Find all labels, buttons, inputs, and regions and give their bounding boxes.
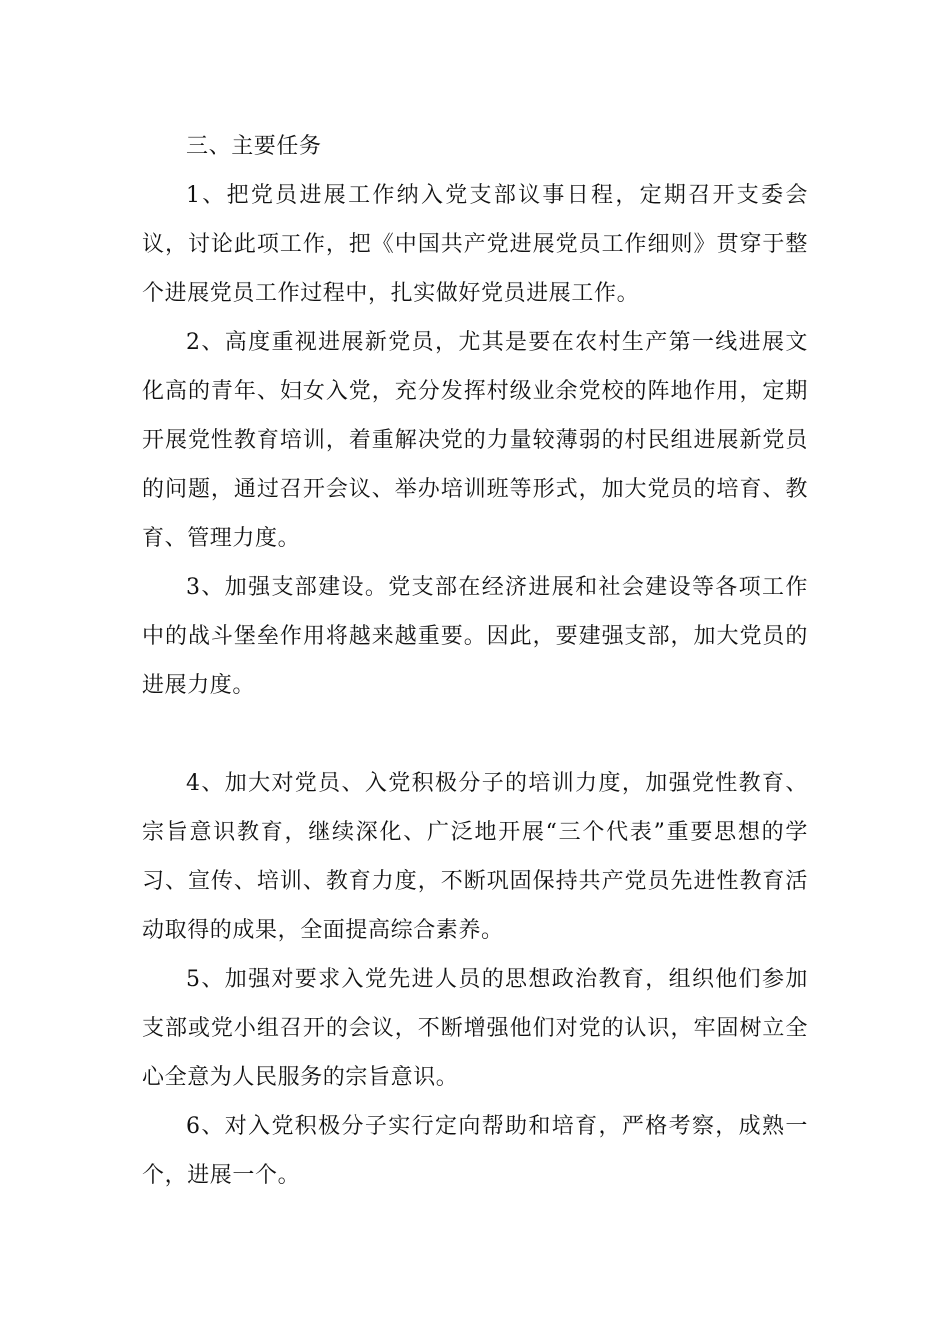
task-paragraph-1: 1、把党员进展工作纳入党支部议事日程，定期召开支委会议，讨论此项工作，把《中国共产党进展党员工作细则》贯穿于整个进展党员工作过程中，扎实做好党员进展工作。 [142, 183, 808, 306]
task-paragraph-5: 5、加强对要求入党先进人员的思想政治教育，组织他们参加支部或党小组召开的会议，不断增强他们对党的认识，牢固树立全心全意为人民服务的宗旨意识。 [142, 967, 808, 1090]
task-paragraph-4: 4、加大对党员、入党积极分子的培训力度，加强党性教育、宗旨意识教育，继续深化、广泛地开展“三个代表”重要思想的学习、宣传、培训、教育力度，不断巩固保持共产党员先进性教育活动取得的成果，全面提高综合素养。 [142, 771, 808, 943]
task-paragraph-6: 6、对入党积极分子实行定向帮助和培育，严格考察，成熟一个，进展一个。 [142, 1114, 808, 1188]
document-body [142, 122, 808, 1200]
paragraph-spacer [142, 710, 808, 759]
task-paragraph-2: 2、高度重视进展新党员，尤其是要在农村生产第一线进展文化高的青年、妇女入党，充分发挥村级业余党校的阵地作用，定期开展党性教育培训，着重解决党的力量较薄弱的村民组进展新党员的问题，通过召开会议、举办培训班等形式，加大党员的培育、教育、管理力度。 [142, 330, 808, 551]
section-heading: 三、主要任务 [186, 134, 322, 159]
task-paragraph-3: 3、加强支部建设。党支部在经济进展和社会建设等各项工作中的战斗堡垒作用将越来越重要。因此，要建强支部，加大党员的进展力度。 [142, 575, 808, 698]
